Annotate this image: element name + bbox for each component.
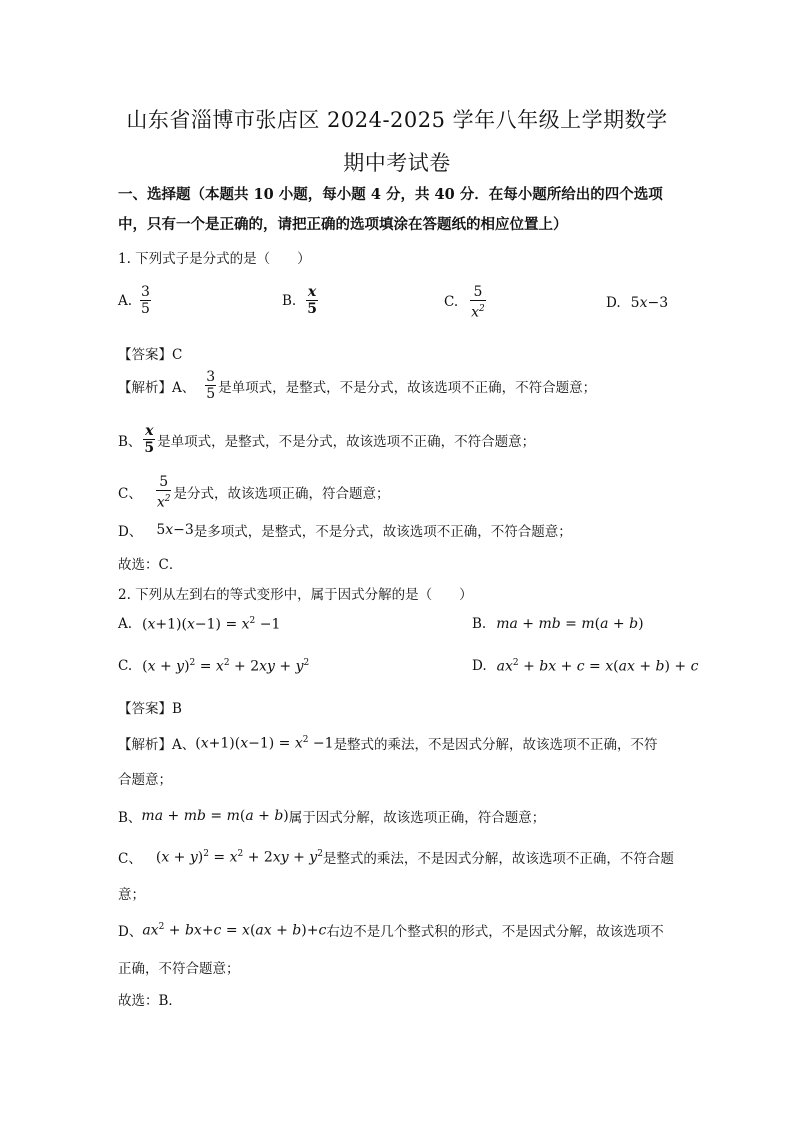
q2-expl-c-prefix: C、 — [118, 851, 142, 867]
q1-option-d-math: 5x−3 — [630, 295, 669, 311]
q2-stem: 2. 下列从左到右的等式变形中，属于因式分解的是（ ） — [118, 587, 473, 603]
q1-option-a-label: A. — [118, 292, 133, 309]
q2-option-d-math: $ax^2$ + bx + c = x(ax + b) + c — [496, 658, 699, 675]
q2-expl-b-prefix: B、 — [118, 810, 142, 826]
q1-option-a-math: $\frac{3}{5}$ — [141, 284, 150, 317]
q1-stem: 1. 下列式子是分式的是（ ） — [118, 251, 311, 267]
q1-option-a — [118, 284, 153, 317]
q2-option-b-math: ma + mb = m(a + b) — [496, 616, 644, 632]
q2-expl-c-math: $(x + y)^2 = x^2 + 2xy + y^2$ — [155, 848, 323, 866]
q2-expl-a-text: 是整式的乘法，不是因式分解，故该选项不正确，不符 — [333, 737, 658, 753]
q1-expl-d-math: 5x−3 — [156, 522, 194, 538]
q1-expl-b-text: 是单项式，是整式，不是分式，故该选项不正确，不符合题意； — [157, 433, 536, 450]
q1-expl-a-text: 是单项式，是整式，不是分式，故该选项不正确，不符合题意； — [218, 379, 597, 396]
q1-option-c-label: C. — [444, 294, 459, 311]
exam-title-line1: 山东省淄博市张店区 2024-2025 学年八年级上学期数学 — [126, 108, 668, 132]
q2-option-b — [472, 616, 644, 632]
q2-option-d — [472, 658, 698, 675]
q1-option-d-label: D. — [606, 295, 621, 311]
q2-explanation-b — [118, 806, 545, 826]
q1-option-b-label: B. — [282, 292, 297, 309]
q1-expl-a-math: $\frac{3}{5}$ — [206, 369, 216, 402]
q2-expl-b-text: 属于因式分解，故该选项正确，符合题意； — [288, 810, 546, 826]
q2-expl-a-prefix: 【解析】A、 — [118, 737, 196, 753]
q1-expl-c-text: 是分式，故该选项正确，符合题意； — [173, 486, 390, 503]
q1-explanation-d — [118, 520, 572, 540]
q2-option-c-math: $(x + y)^2 = x^2 + 2xy + y^2$ — [142, 658, 310, 675]
q2-option-c-label: C. — [118, 658, 133, 675]
q1-option-c-math: $\frac{5}{x^2}$ — [471, 284, 485, 321]
q2-conclusion: 故选：B． — [118, 993, 182, 1009]
q1-expl-d-prefix: D、 — [118, 524, 143, 540]
q2-option-a-math: $(x+1)(x-1) = x^2 -1$ — [142, 616, 281, 633]
q1-expl-d-text: 是多项式，是整式，不是分式，故该选项不正确，不符合题意； — [193, 524, 572, 540]
q2-expl-d-math: $ax^2 + bx+c = x(ax + b)+c$ — [142, 921, 327, 939]
q2-expl-c-continued: 意； — [118, 887, 145, 903]
exam-title-line2: 期中考试卷 — [343, 151, 451, 175]
q1-expl-a-prefix: 【解析】A、 — [118, 379, 196, 396]
q2-expl-a-continued: 合题意； — [118, 772, 172, 788]
q1-expl-b-math: $\frac{x}{5}$ — [144, 423, 155, 456]
q2-expl-c-text: 是整式的乘法，不是因式分解，故该选项不正确，不符合题 — [322, 851, 674, 867]
q1-option-b — [282, 284, 320, 317]
q2-expl-a-math: $(x+1)(x-1) = x^2 -1$ — [195, 734, 334, 752]
q1-expl-c-math: $\frac{5}{x^2}$ — [156, 474, 171, 511]
q1-explanation-b — [118, 423, 535, 456]
q1-expl-c-prefix: C、 — [118, 486, 142, 503]
q1-option-b-math: $\frac{x}{5}$ — [307, 284, 317, 317]
q2-expl-d-continued: 正确，不符合题意； — [118, 961, 240, 977]
q1-conclusion: 故选：C． — [118, 557, 183, 573]
q2-option-c — [118, 658, 309, 675]
q2-explanation-a — [118, 733, 658, 753]
q2-explanation-d — [118, 920, 664, 940]
q2-option-a-label: A. — [118, 616, 133, 633]
q2-option-a — [118, 616, 280, 633]
section-heading: 一、选择题（本题共 10 小题，每小题 4 分，共 40 分．在每小题所给出的四个选项中，只有一个是正确的，请把正确的选项填涂在答题纸的相应位置上） — [118, 186, 663, 233]
q2-option-b-label: B. — [472, 616, 487, 632]
q1-expl-b-prefix: B、 — [118, 433, 142, 450]
q2-explanation-c — [118, 847, 674, 867]
q1-answer: 【答案】C — [118, 347, 183, 363]
q1-option-c — [444, 284, 488, 321]
q1-explanation-c — [118, 474, 389, 511]
q1-option-d — [606, 295, 668, 311]
q2-answer: 【答案】B — [118, 701, 182, 717]
q2-expl-d-prefix: D、 — [118, 924, 143, 940]
q1-explanation-a — [118, 369, 596, 402]
q2-expl-d-text: 右边不是几个整式积的形式，不是因式分解，故该选项不 — [326, 924, 664, 940]
q2-option-d-label: D. — [472, 658, 487, 675]
q2-expl-b-math: ma + mb = m(a + b) — [141, 808, 289, 824]
